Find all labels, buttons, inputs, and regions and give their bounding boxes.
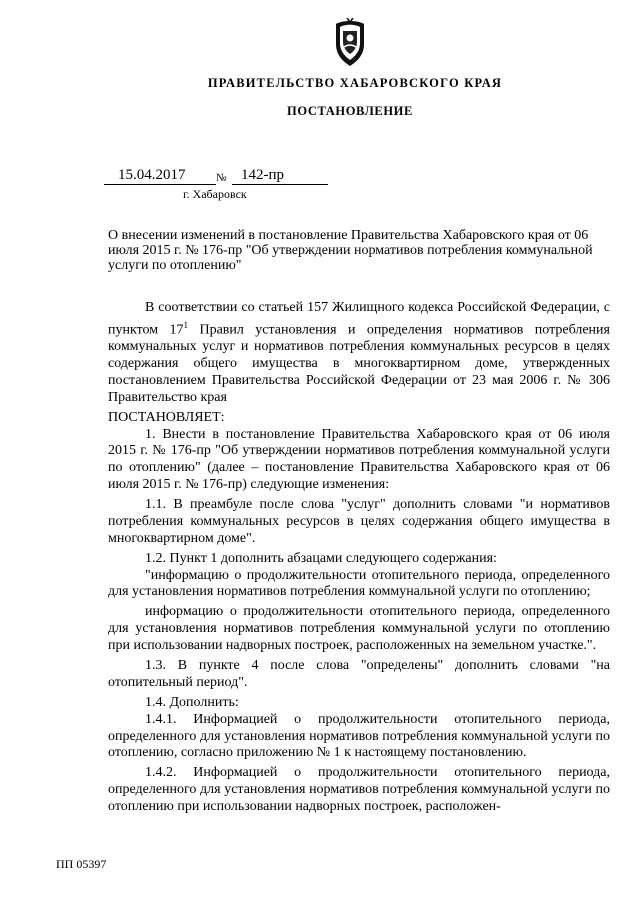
number-sign: № — [216, 172, 227, 184]
paragraph-1-4-2: 1.4.2. Информацией о продолжительности отопительного периода, определенного для установления нормативов потребления коммунальной услуги по отоплению при использовании надворных построек, расположен- — [108, 765, 610, 815]
resolves-heading: ПОСТАНОВЛЯЕТ: — [108, 409, 225, 425]
paragraph-1-3: 1.3. В пункте 4 после слова "определены" дополнить словами "на отопительный период". — [108, 658, 610, 690]
city-name: г. Хабаровск — [183, 187, 247, 201]
government-name: ПРАВИТЕЛЬСТВО ХАБАРОВСКОГО КРАЯ — [207, 76, 503, 90]
coat-of-arms-icon — [330, 18, 370, 68]
paragraph-1-4: 1.4. Дополнить: — [145, 694, 239, 710]
document-body — [108, 300, 610, 819]
paragraph-1: 1. Внести в постановление Правительства Хабаровского края от 06 июля 2015 г. № 176-пр "Об утверждении нормативов потребления коммунальной услуги по отоплению" (далее – постановление Правительства Хабаровского края от 06 июля 2015 г. № 176-пр) следующие изменения: — [108, 426, 610, 492]
number-underline — [232, 184, 328, 185]
document-code: ПП 05397 — [56, 857, 107, 871]
paragraph-quote-2: информацию о продолжительности отопительного периода, определенного для установления нормативов потребления коммунальной услуги по отоплению при использовании надворных построек, расположенных на земельном участке.". — [108, 604, 610, 653]
paragraph-1-1: 1.1. В преамбуле после слова "услуг" дополнить словами "и нормативов потребления коммунальных ресурсов в целях содержания общего имущества в многоквартирном доме". — [108, 497, 610, 546]
document-subject: О внесении изменений в постановление Правительства Хабаровского края от 06 июля 2015 г. № 176-пр "Об утверждении нормативов потребления коммунальной услуги по отоплению" — [108, 228, 593, 273]
paragraph-1-4-1: 1.4.1. Информацией о продолжительности отопительного периода, определенного для установления нормативов потребления коммунальной услуги по отоплению, согласно приложению № 1 к настоящему постановлению. — [108, 711, 610, 761]
paragraph-quote-1: "информацию о продолжительности отопительного периода, определенного для установления нормативов потребления коммунальной услуги по отоплению; — [108, 567, 610, 600]
document-date: 15.04.2017 — [118, 167, 186, 183]
paragraph-preamble: В соответствии со статьей 157 Жилищного кодекса Российской Федерации, с пунктом $17^1$ Правил установления и определения нормативов потребления коммунальных услуг и нормативов потребления коммунальных ресурсов в целях содержания общего имущества в многоквартирном доме, утвержденных постановлением Правительства Российской Федерации от 23 мая 2006 г. № 306 Правительство края — [108, 300, 610, 405]
document-number: 142-пр — [241, 167, 285, 183]
paragraph-1-2: 1.2. Пункт 1 дополнить абзацами следующего содержания: — [145, 550, 497, 566]
document-type: ПОСТАНОВЛЕНИЕ — [287, 104, 413, 118]
date-underline — [104, 184, 216, 185]
